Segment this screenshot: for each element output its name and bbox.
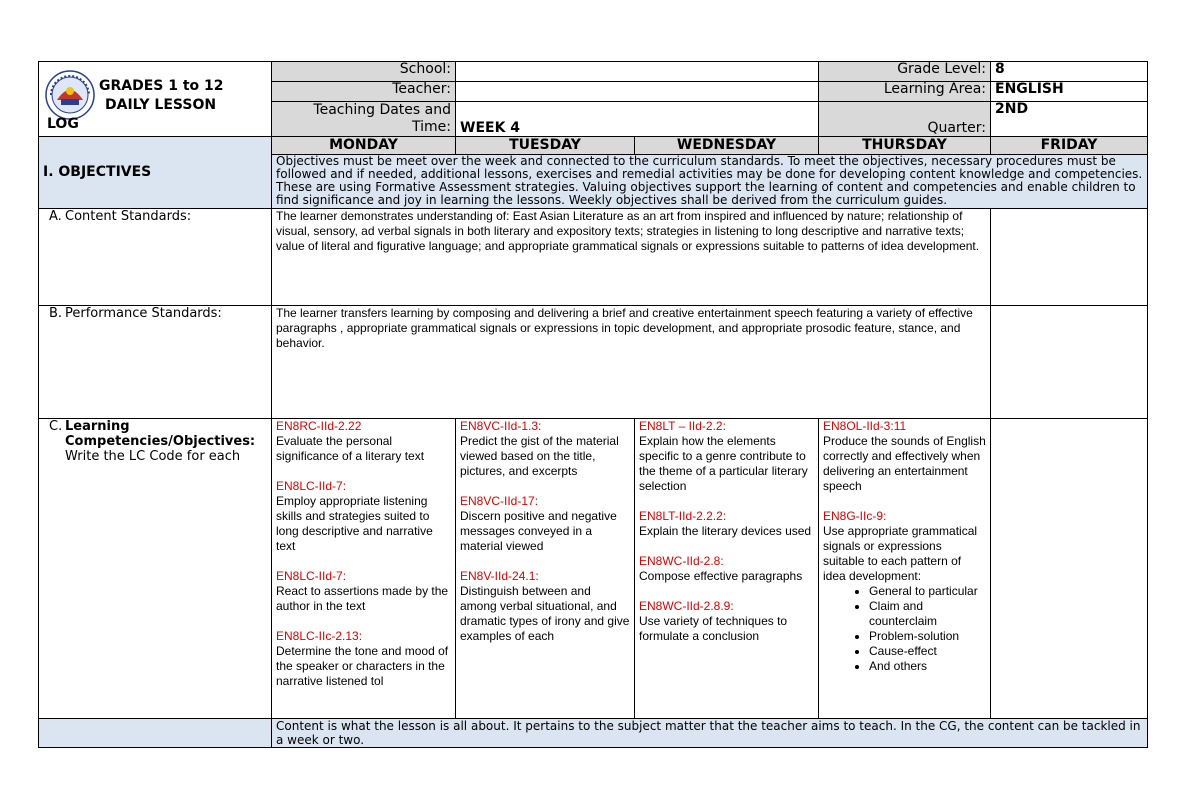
lc-text: React to assertions made by the author in the text xyxy=(276,584,449,613)
performance-standards-friday-cell[interactable] xyxy=(991,306,1148,419)
lc-text: Produce the sounds of English correctly and effectively when delivering an entertainment speech xyxy=(823,434,986,493)
competencies-tuesday[interactable] xyxy=(456,419,635,719)
lc-code: EN8LT-IId-2.2.2: xyxy=(639,509,727,523)
daily-lesson-log-table xyxy=(38,61,1148,748)
lc-item xyxy=(639,599,814,644)
performance-standards-letter: B. xyxy=(49,306,63,321)
title-line-2: DAILY LESSON xyxy=(105,97,217,113)
objectives-description: Objectives must be meet over the week and connected to the curriculum standards. To meet the objectives, necessary procedures must be followed and if needed, additional lessons, exercises and remedial activities may be done for developing content knowledge and competencies. These are using Formative Assessment strategies. Valuing objectives support the learning of content and competencies and enable children to find significance and joy in learning the lessons. Weekly objectives shall be derived from the curriculum guides. xyxy=(272,155,1148,209)
quarter-label: Quarter: xyxy=(819,102,991,137)
teacher-label: Teacher: xyxy=(272,82,456,102)
title-line-1: GRADES 1 to 12 xyxy=(99,78,224,94)
lc-code: EN8VC-IId-17: xyxy=(460,494,539,508)
performance-standards-label xyxy=(39,306,272,419)
lc-code: EN8RC-IId-2.22 xyxy=(276,419,362,433)
content-label-cell xyxy=(39,719,272,748)
performance-standards-text[interactable]: The learner transfers learning by composing and delivering a brief and creative entertainment speech featuring a variety of effective paragraphs , appropriate grammatical signals or expressions in topic development, and appropriate prosodic feature, stance, and behavior. xyxy=(272,306,991,419)
lc-text: Use appropriate grammatical signals or expressions suitable to each pattern of idea development: xyxy=(823,524,978,583)
lc-item xyxy=(639,509,814,539)
lc-code: EN8G-IIc-9: xyxy=(823,509,887,523)
teacher-field[interactable] xyxy=(456,82,819,102)
day-header-monday: MONDAY xyxy=(272,137,456,155)
lc-text: Distinguish between and among verbal situational, and dramatic types of irony and give examples of each xyxy=(460,584,630,643)
content-note: Content is what the lesson is all about. It pertains to the subject matter that the teacher aims to teach. In the CG, the content can be tackled in a week or two. xyxy=(272,719,1148,748)
day-header-wednesday: WEDNESDAY xyxy=(635,137,819,155)
learning-area-field[interactable]: ENGLISH xyxy=(991,82,1148,102)
idea-patterns-list xyxy=(823,584,986,674)
grade-level-field[interactable]: 8 xyxy=(991,62,1148,82)
competencies-friday[interactable] xyxy=(991,419,1148,719)
competencies-letter: C. xyxy=(49,419,63,434)
lc-text: Explain how the elements specific to a genre contribute to the theme of a particular literary selection xyxy=(639,434,808,493)
lc-item xyxy=(276,629,451,689)
list-item: • Cause-effect xyxy=(869,644,986,659)
list-item: • Claim and counterclaim xyxy=(869,599,986,629)
lc-item xyxy=(823,509,986,584)
lc-item xyxy=(639,554,814,584)
lc-code: EN8LC-IIc-2.13: xyxy=(276,629,363,643)
lc-code: EN8WC-IId-2.8.9: xyxy=(639,599,734,613)
day-header-thursday: THURSDAY xyxy=(819,137,991,155)
lc-text: Compose effective paragraphs xyxy=(639,569,803,583)
lc-code: EN8OL-IId-3:11 xyxy=(823,419,907,433)
content-standards-label xyxy=(39,209,272,306)
school-field[interactable] xyxy=(456,62,819,82)
teaching-dates-label-line1: Teaching Dates and xyxy=(313,102,451,118)
lc-code: EN8LC-IId-7: xyxy=(276,479,347,493)
competencies-title-1: Learning xyxy=(65,419,130,434)
list-item: • And others xyxy=(869,659,986,674)
competencies-title-3: Write the LC Code for each xyxy=(65,449,241,464)
lc-text: Evaluate the personal significance of a literary text xyxy=(276,434,425,463)
lc-item xyxy=(276,419,451,464)
lc-code: EN8V-IId-24.1: xyxy=(460,569,539,583)
lc-code: EN8LC-IId-7: xyxy=(276,569,347,583)
lc-text: Discern positive and negative messages conveyed in a material viewed xyxy=(460,509,617,553)
header-title-cell xyxy=(39,62,272,137)
lc-text: Use variety of techniques to formulate a conclusion xyxy=(639,614,788,643)
list-item: • Problem-solution xyxy=(869,629,986,644)
teaching-dates-label-line2: Time: xyxy=(412,119,451,135)
day-header-friday: FRIDAY xyxy=(991,137,1148,155)
lc-item xyxy=(460,494,630,554)
content-standards-friday-cell[interactable] xyxy=(991,209,1148,306)
lc-item xyxy=(823,419,986,494)
lc-text: Determine the tone and mood of the speaker or characters in the narrative listened tol xyxy=(276,644,449,688)
performance-standards-title: Performance Standards: xyxy=(65,306,222,321)
lc-text: Predict the gist of the material viewed based on the title, pictures, and excerpts xyxy=(460,434,619,478)
school-label: School: xyxy=(272,62,456,82)
lc-item xyxy=(276,479,451,554)
lc-item xyxy=(276,569,451,614)
lc-code: EN8WC-IId-2.8: xyxy=(639,554,724,568)
title-line-3: LOG xyxy=(47,116,79,132)
lc-item xyxy=(460,419,630,479)
lc-code: EN8VC-IId-1.3: xyxy=(460,419,542,433)
objectives-heading: I. OBJECTIVES xyxy=(39,137,272,209)
teaching-dates-field[interactable]: WEEK 4 xyxy=(456,102,819,137)
competencies-thursday[interactable] xyxy=(819,419,991,719)
content-standards-letter: A. xyxy=(49,209,62,224)
learning-area-label: Learning Area: xyxy=(819,82,991,102)
competencies-label xyxy=(39,419,272,719)
day-header-tuesday: TUESDAY xyxy=(456,137,635,155)
competencies-title-2: Competencies/Objectives: xyxy=(65,434,256,449)
grade-level-label: Grade Level: xyxy=(819,62,991,82)
competencies-monday[interactable] xyxy=(272,419,456,719)
competencies-wednesday[interactable] xyxy=(635,419,819,719)
lc-item xyxy=(639,419,814,494)
lc-text: Employ appropriate listening skills and strategies suited to long descriptive and narrative text xyxy=(276,494,433,553)
list-item: • General to particular xyxy=(869,584,986,599)
lc-item xyxy=(460,569,630,644)
dll-page xyxy=(38,61,1147,748)
lc-text: Explain the literary devices used xyxy=(639,524,812,538)
content-standards-text[interactable]: The learner demonstrates understanding of: East Asian Literature as an art from inspired and influenced by nature; relationship of visual, sensory, ad verbal signals in both literary and expository texts; strategies in listening to long descriptive and narrative texts; value of literal and figurative language; and appropriate grammatical signals or expressions suitable to patterns of idea development. xyxy=(272,209,991,306)
quarter-field[interactable]: 2ND xyxy=(991,102,1148,137)
content-standards-title: Content Standards: xyxy=(65,209,192,224)
deped-seal-icon xyxy=(45,70,95,120)
lc-code: EN8LT – IId-2.2: xyxy=(639,419,726,433)
teaching-dates-label xyxy=(272,102,456,137)
